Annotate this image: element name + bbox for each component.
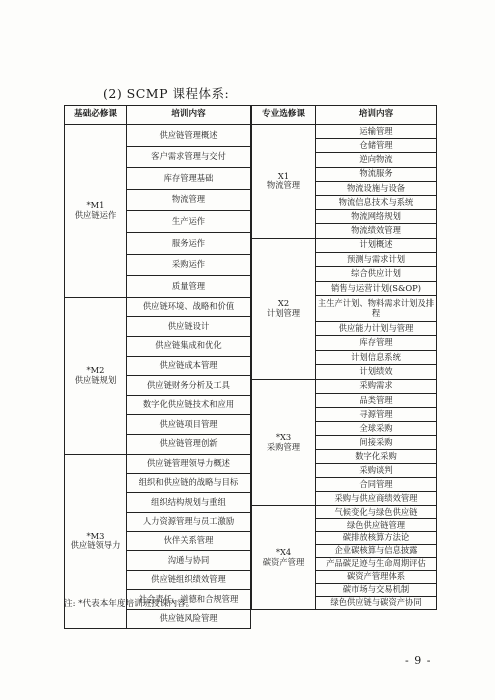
course-content-cell: 间接采购 [316, 436, 437, 450]
course-content-cell: 采购与供应商绩效管理 [316, 492, 437, 506]
table-row [252, 238, 437, 252]
course-content-cell: 逆向物流 [316, 153, 437, 167]
course-content-cell: 供应链管理创新 [127, 434, 251, 454]
course-content-cell: 供应链设计 [127, 317, 251, 337]
course-content-cell: 供应链管理领导力概述 [127, 454, 251, 473]
course-content-cell: 采购需求 [316, 379, 437, 393]
course-content-cell: 供应能力计划与管理 [316, 322, 437, 336]
course-content-cell: 库存管理 [316, 336, 437, 350]
course-content-cell: 质量管理 [127, 276, 251, 298]
course-content-cell: 品类管理 [316, 393, 437, 407]
course-content-cell: 绿色供应链与碳资产协同 [316, 596, 437, 609]
course-content-cell: 计划绩效 [316, 365, 437, 379]
course-content-cell: 综合供应计划 [316, 267, 437, 281]
course-content-cell: 供应链管理概述 [127, 125, 251, 147]
page-number: - 9 - [405, 654, 432, 667]
course-content-cell: 客户需求管理与交付 [127, 146, 251, 168]
course-content-cell: 沟通与协同 [127, 551, 251, 570]
course-content-cell: 物流信息技术与系统 [316, 195, 437, 209]
course-content-cell: 供应链组织绩效管理 [127, 570, 251, 589]
course-content-cell: 计划概述 [316, 238, 437, 252]
module-name-cell: *X3 采购管理 [252, 379, 316, 506]
course-content-cell: 绿色供应链管理 [316, 519, 437, 532]
course-content-cell: 伙伴关系管理 [127, 532, 251, 551]
course-content-cell: 生产运作 [127, 211, 251, 233]
course-content-cell: 供应链风险管理 [127, 609, 251, 628]
column-header-required: 基础必修课 [65, 106, 127, 125]
course-content-cell: 物流服务 [316, 167, 437, 181]
section-heading: (2) SCMP 课程体系: [103, 86, 230, 101]
course-content-cell: 计划信息系统 [316, 350, 437, 364]
module-name-cell: *X4 碳资产管理 [252, 506, 316, 609]
course-content-cell: 主生产计划、物料需求计划及排程 [316, 296, 437, 322]
column-header-elective: 专业选修课 [252, 106, 316, 125]
course-content-cell: 气候变化与绿色供应链 [316, 506, 437, 519]
course-content-cell: 物流管理 [127, 189, 251, 211]
course-content-cell: 仓储管理 [316, 139, 437, 153]
module-name-cell: *M1 供应链运作 [65, 125, 127, 298]
course-content-cell: 碳排放核算方法论 [316, 532, 437, 545]
course-content-cell: 寻源管理 [316, 407, 437, 421]
course-content-cell: 采购谈判 [316, 464, 437, 478]
course-content-cell: 碳资产管理体系 [316, 570, 437, 583]
course-content-cell: 运输管理 [316, 125, 437, 139]
footnote: 注: *代表本年度培训班授课内容。 [64, 599, 195, 609]
module-name-cell: *M3 供应链领导力 [65, 454, 127, 629]
course-content-cell: 组织和供应链的战略与目标 [127, 473, 251, 492]
course-content-cell: 服务运作 [127, 232, 251, 254]
course-content-cell: 数字化采购 [316, 450, 437, 464]
course-content-cell: 数字化供应链技术和应用 [127, 395, 251, 415]
table-row [252, 506, 437, 519]
course-content-cell: 销售与运营计划(S&OP) [316, 281, 437, 295]
course-content-cell: 组织结构规划与重组 [127, 493, 251, 512]
column-header-content: 培训内容 [316, 106, 437, 125]
course-content-cell: 产品碳足迹与生命周期评估 [316, 558, 437, 571]
course-content-cell: 物流绩效管理 [316, 224, 437, 238]
table-row [252, 379, 437, 393]
module-name-cell: X2 计划管理 [252, 238, 316, 379]
course-content-cell: 供应链环境、战略和价值 [127, 297, 251, 317]
course-content-cell: 全球采购 [316, 421, 437, 435]
table-row [65, 454, 251, 473]
course-content-cell: 供应链财务分析及工具 [127, 376, 251, 396]
column-header-content: 培训内容 [127, 106, 251, 125]
course-content-cell: 物流设施与设备 [316, 181, 437, 195]
course-content-cell: 人力资源管理与员工激励 [127, 512, 251, 531]
table-row [65, 297, 251, 317]
elective-courses-table [251, 105, 437, 610]
module-name-cell: X1 物流管理 [252, 125, 316, 239]
course-content-cell: 供应链成本管理 [127, 356, 251, 376]
required-courses-table [64, 105, 251, 629]
course-content-cell: 合同管理 [316, 478, 437, 492]
module-name-cell: *M2 供应链规划 [65, 297, 127, 454]
course-content-cell: 库存管理基础 [127, 168, 251, 190]
course-content-cell: 供应链项目管理 [127, 415, 251, 435]
course-content-cell: 社会责任、道德和合规管理 [127, 590, 251, 609]
course-content-cell: 物流网络规划 [316, 210, 437, 224]
table-row [65, 125, 251, 147]
course-content-cell: 碳市场与交易机制 [316, 583, 437, 596]
course-content-cell: 供应链集成和优化 [127, 336, 251, 356]
course-content-cell: 预测与需求计划 [316, 252, 437, 266]
course-content-cell: 企业碳核算与信息披露 [316, 545, 437, 558]
course-content-cell: 采购运作 [127, 254, 251, 276]
table-row [252, 125, 437, 139]
